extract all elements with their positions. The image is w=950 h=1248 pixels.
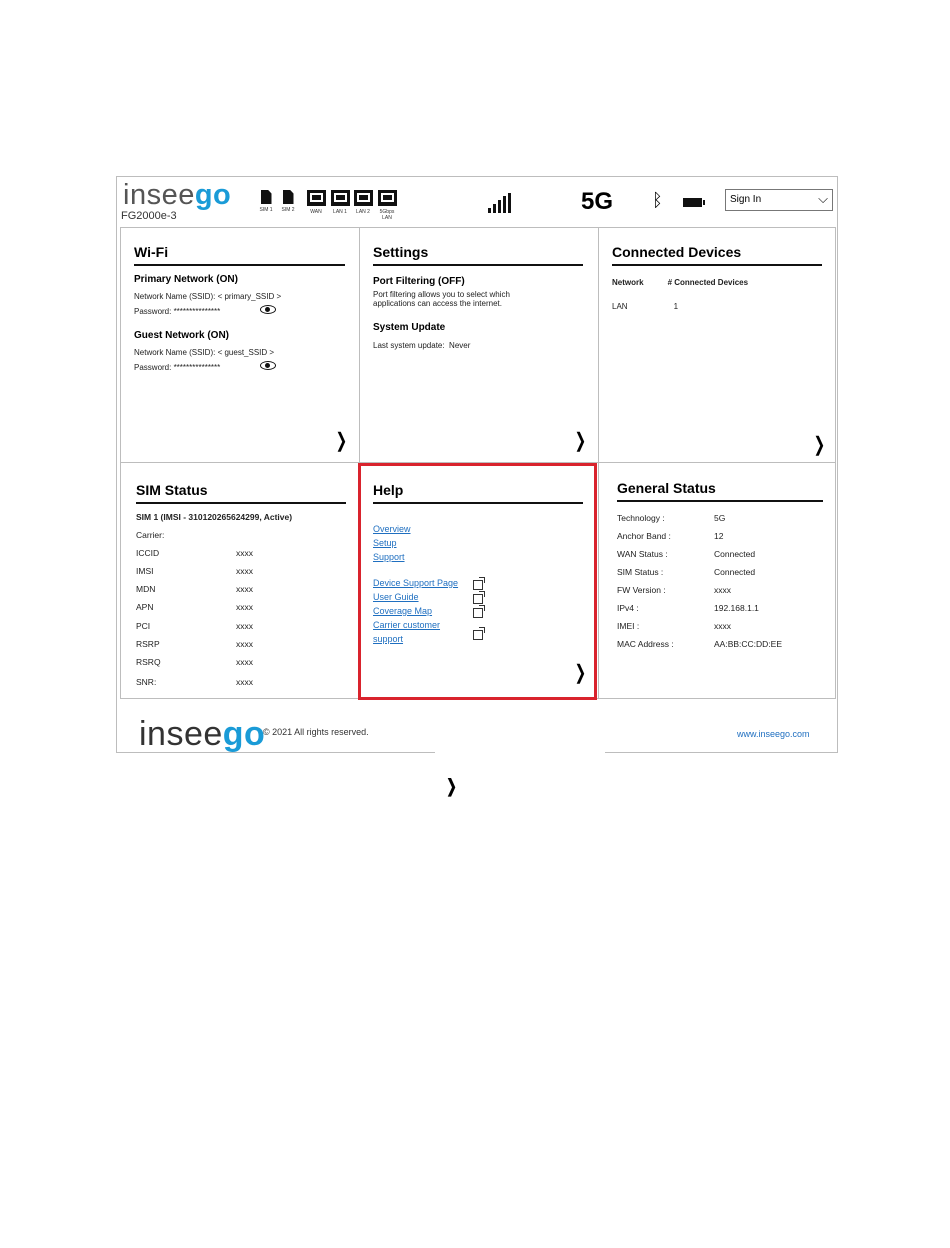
ethernet-port-icon: WAN <box>305 190 327 215</box>
ethernet-port-icon: 5Gbps LAN <box>376 190 398 221</box>
help-overview-link[interactable]: Overview <box>373 524 411 534</box>
chevron-down-icon: ⌵ <box>818 191 828 206</box>
sim-card-icon: SIM 1 <box>258 190 274 213</box>
connected-devices-card: Connected Devices Network # Connected Devices LAN 1 <box>612 244 822 311</box>
sim-status-card: SIM Status <box>136 482 346 504</box>
inseego-logo: inseego <box>123 179 232 211</box>
help-highlight-box <box>358 463 597 700</box>
website-link[interactable]: www.inseego.com <box>737 729 810 739</box>
ethernet-port-icon: LAN 1 <box>329 190 351 215</box>
model-name: FG2000e-3 <box>121 210 177 222</box>
help-support-link[interactable]: Support <box>373 552 405 562</box>
chevron-right-icon: ❯ <box>446 776 457 796</box>
settings-chevron-right-icon[interactable]: ❯ <box>574 430 587 452</box>
help-chevron-right-icon[interactable]: ❯ <box>574 662 587 684</box>
show-password-icon[interactable] <box>260 361 276 370</box>
user-guide-link[interactable]: User Guide <box>373 592 419 602</box>
coverage-map-link[interactable]: Coverage Map <box>373 606 433 616</box>
bluetooth-icon: ᛒ <box>652 190 663 210</box>
sign-in-dropdown[interactable]: Sign In ⌵ <box>725 189 833 211</box>
frame-gap <box>435 748 605 756</box>
header <box>117 177 837 227</box>
copyright-text: © 2021 All rights reserved. <box>263 727 369 737</box>
carrier-support-link-cont[interactable]: support <box>373 634 404 644</box>
ethernet-port-icon: LAN 2 <box>352 190 374 215</box>
settings-card: Settings Port Filtering (OFF) Port filtering allows you to select which applications can access the internet. System Update Last system update: Never <box>373 244 583 350</box>
wifi-title: Wi-Fi <box>134 244 345 266</box>
wifi-chevron-right-icon[interactable]: ❯ <box>335 430 348 452</box>
footer-inseego-logo: inseego <box>139 715 266 753</box>
carrier-support-link[interactable]: Carrier customer <box>373 620 441 630</box>
signal-strength-icon <box>488 193 512 213</box>
wifi-card: Wi-Fi Primary Network (ON) Network Name (SSID): < primary_SSID > Password: *************** Guest Network (ON) Network Name (SSID): < guest_SSID > Password: *************** <box>134 244 345 372</box>
device-support-page-link[interactable]: Device Support Page <box>373 578 459 588</box>
show-password-icon[interactable] <box>260 305 276 314</box>
network-type: 5G <box>581 188 614 215</box>
devices-chevron-right-icon[interactable]: ❯ <box>813 434 826 456</box>
dashboard-grid: Wi-Fi Primary Network (ON) Network Name (SSID): < primary_SSID > Password: *************** Guest Network (ON) Network Name (SSID): < guest_SSID > Password: *************** ❯ Settings Port Filtering (OFF) Port filtering allows you to select which applications can access the internet. System Update Last system update: Never ❯ Connected Devices Network # Connected Devices LAN 1 ❯ SIM Status SIM 1 (IMSI - 310120265624299, Active) Carrier: ICCID xxxx IMSI xxxx MDN xxxx APN xxxx PCI xxxx RSRP xxxx RSRQ xxxx SNR: xxxx Help Overview Setup Support Device Support Page User Guide Coverage Map Carrier customer support ❯ General Status Technology : 5G Anchor Band : 12 WAN Status : Connected SIM Status : Connected FW Version : xxxx IPv4 : 192.168.1.1 IMEI : xxxx MAC Address : AA:BB:CC:DD:EE <box>120 227 836 699</box>
help-setup-link[interactable]: Setup <box>373 538 397 548</box>
battery-icon <box>683 198 702 207</box>
sim-card-icon: SIM 2 <box>280 190 296 213</box>
general-status-card: General Status <box>617 480 823 502</box>
help-card: Help <box>373 482 583 504</box>
